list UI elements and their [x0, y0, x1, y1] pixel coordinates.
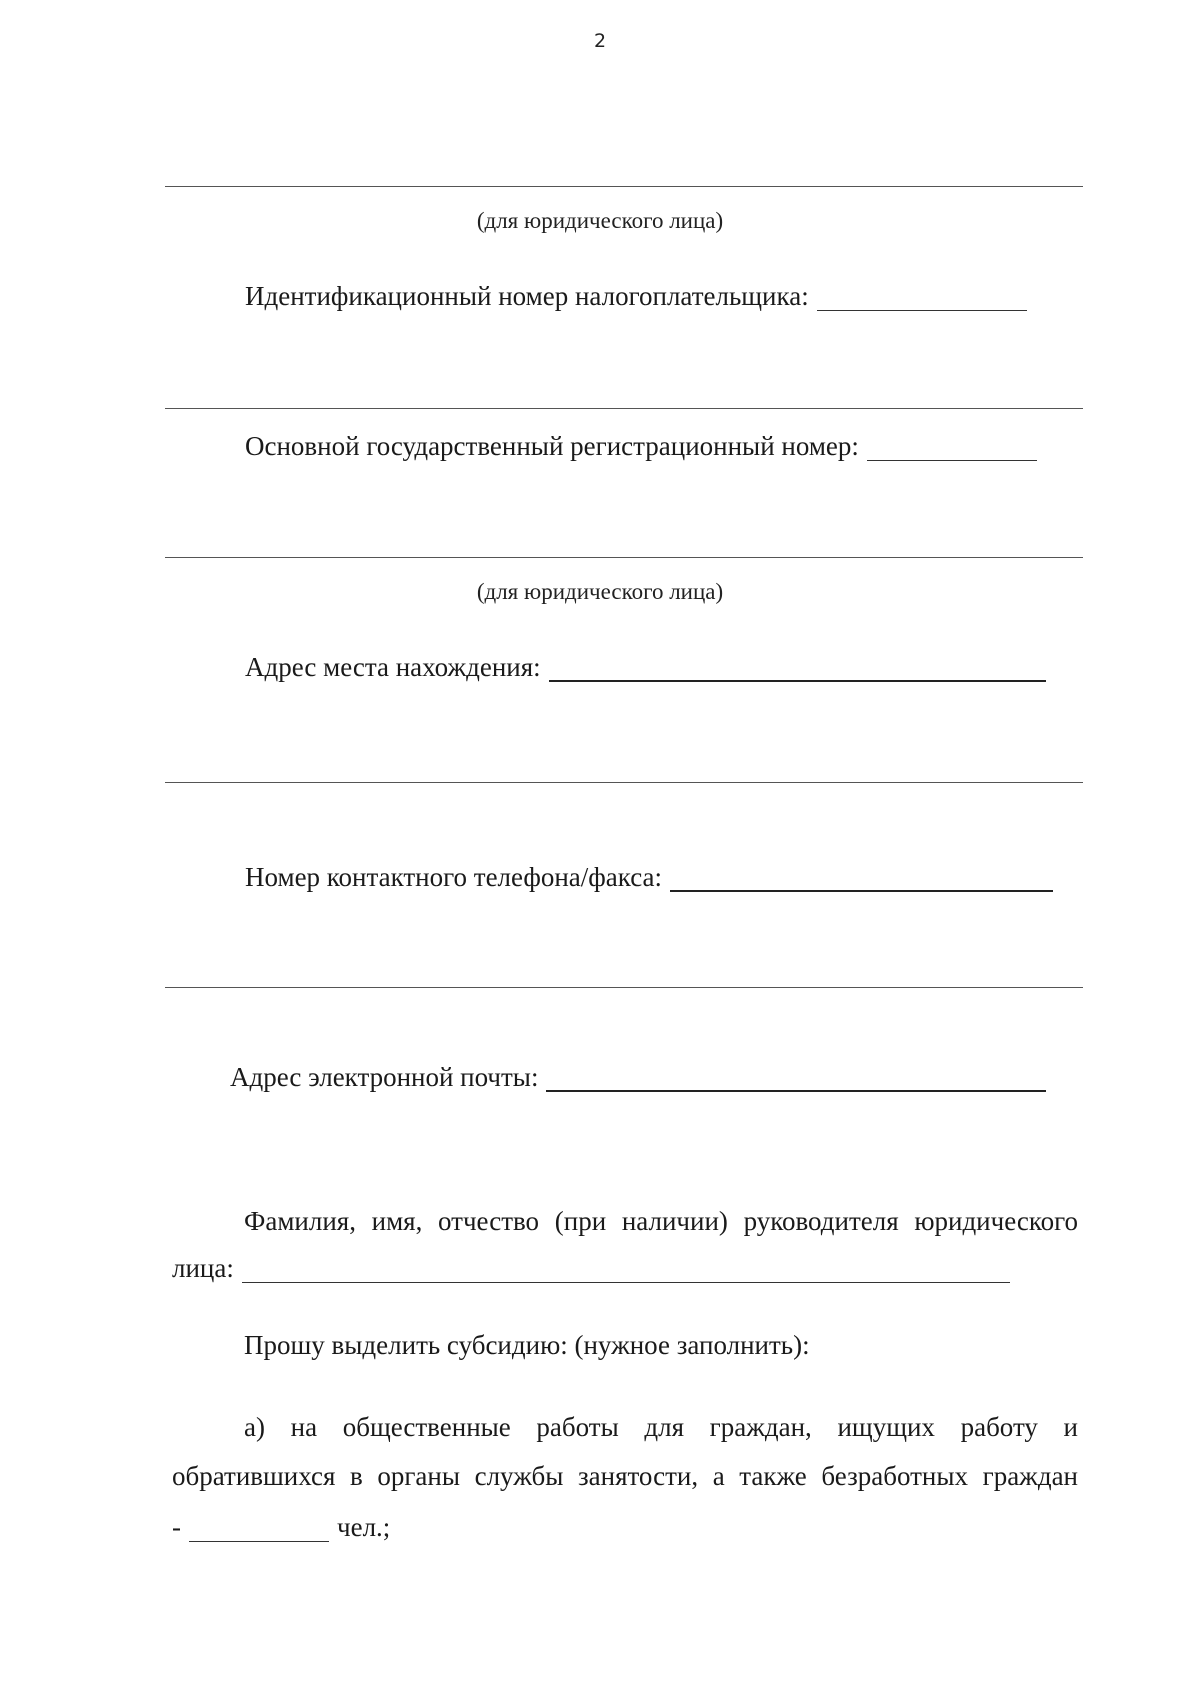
phone-label: Номер контактного телефона/факса: — [245, 862, 662, 892]
page-number: 2 — [593, 30, 607, 52]
address-field — [245, 648, 1046, 683]
inn-input[interactable] — [817, 284, 1027, 311]
head-name-paragraph — [172, 1197, 1078, 1246]
item-a-text-1: а) на общественные работы для граждан, ищущих работу и — [244, 1412, 1078, 1442]
email-input[interactable] — [546, 1064, 1046, 1092]
head-name-label-end: лица: — [172, 1253, 234, 1283]
email-label: Адрес электронной почты: — [230, 1062, 539, 1092]
ogrn-field — [245, 428, 1037, 462]
inn-continuation-line — [165, 408, 1083, 409]
ogrn-continuation-line — [165, 557, 1083, 558]
legal-entity-name-line — [165, 186, 1083, 187]
address-continuation-line — [165, 782, 1083, 783]
phone-input[interactable] — [670, 864, 1053, 892]
ogrn-label: Основной государственный регистрационный номер: — [245, 431, 859, 461]
item-a-dash: - — [172, 1512, 181, 1542]
ogrn-input[interactable] — [867, 434, 1037, 461]
legal-entity-note-2: (для юридического лица) — [476, 579, 724, 604]
item-a-line-1 — [172, 1403, 1078, 1452]
phone-continuation-line — [165, 987, 1083, 988]
address-input[interactable] — [549, 654, 1046, 682]
inn-field — [245, 278, 1027, 312]
item-a-count-input[interactable] — [189, 1515, 329, 1542]
item-a-line-2 — [172, 1452, 1078, 1501]
request-paragraph — [244, 1330, 810, 1361]
inn-label: Идентификационный номер налогоплательщика: — [245, 281, 809, 311]
request-text: Прошу выделить субсидию: (нужное заполнить): — [244, 1330, 810, 1360]
item-a-text-2: обратившихся в органы службы занятости, а также безработных граждан — [172, 1461, 1078, 1491]
item-a-unit: чел.; — [337, 1512, 391, 1542]
head-name-field — [172, 1250, 1010, 1284]
head-name-input[interactable] — [242, 1256, 1010, 1283]
phone-field — [245, 858, 1053, 893]
email-field — [230, 1058, 1046, 1093]
item-a-line-3 — [172, 1509, 390, 1543]
legal-entity-note: (для юридического лица) — [476, 208, 724, 233]
address-label: Адрес места нахождения: — [245, 652, 541, 682]
head-name-label: Фамилия, имя, отчество (при наличии) руководителя юридического — [244, 1206, 1078, 1236]
